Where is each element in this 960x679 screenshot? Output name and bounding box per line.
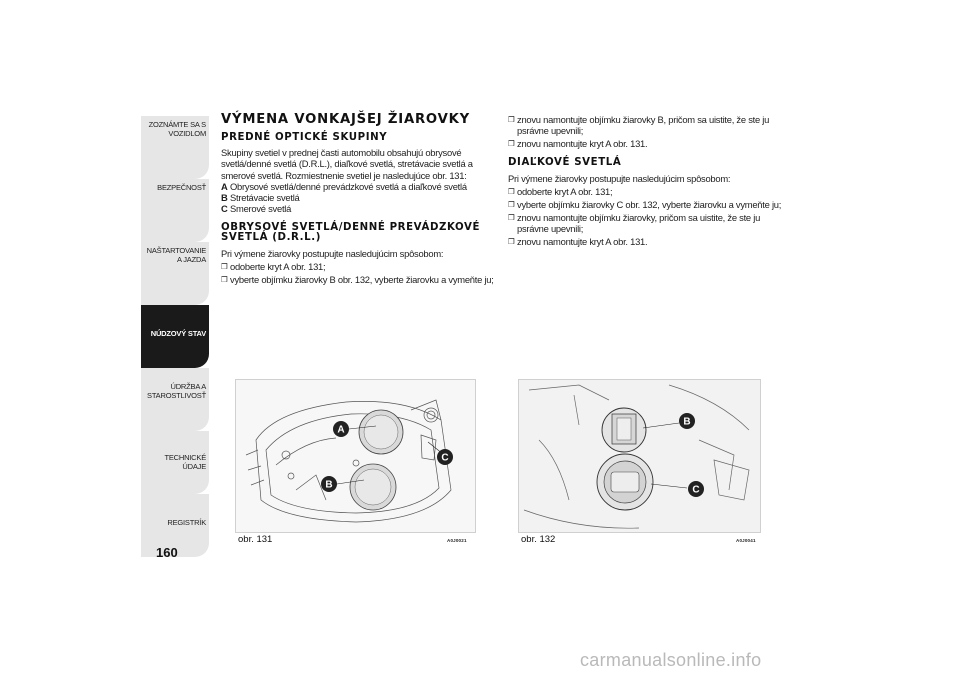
legend-text: Obrysové svetlá/denné prevádzkové svetlá a diaľkové svetlá bbox=[230, 180, 467, 192]
section-heading: PREDNÉ OPTICKÉ SKUPINY bbox=[221, 131, 388, 143]
bulb-holder-illustration bbox=[519, 380, 760, 532]
tab-label: BEZPEČNOSŤ bbox=[157, 183, 206, 192]
legend-letter: C bbox=[221, 203, 228, 215]
tab-bezpecnost[interactable] bbox=[141, 179, 209, 242]
watermark: carmanualsonline.info bbox=[580, 650, 762, 670]
paragraph: Pri výmene žiarovky postupujte nasledujúcim spôsobom: bbox=[221, 247, 444, 259]
list-item: ❒ znovu namontujte objímku žiarovky, pričom sa uistite, že ste ju psrávne upevnili; bbox=[508, 212, 784, 235]
paragraph: Skupiny svetiel v prednej časti automobilu obsahujú obrysové svetlá/denné svetlá (D.R.L.), diaľkové svetlá, stretávacie svetlá a smerové svetlá. Rozmiestnenie svetiel je nasledujúce obr. 131: bbox=[221, 147, 473, 181]
legend-item bbox=[221, 181, 497, 192]
tab-label: ZOZNÁMTE SA S VOZIDLOM bbox=[148, 120, 206, 138]
section-heading: DIAĽKOVÉ SVETLÁ bbox=[508, 157, 622, 169]
legend-letter: A bbox=[221, 180, 228, 192]
list-item: ❒ znovu namontujte objímku žiarovky B, pričom sa uistite, že ste ju psrávne upevnili; bbox=[508, 114, 784, 137]
legend-item bbox=[221, 203, 497, 214]
legend-item bbox=[221, 192, 497, 203]
tab-label: NÚDZOVÝ STAV bbox=[150, 329, 206, 338]
tab-label: NAŠTARTOVANIE A JAZDA bbox=[146, 246, 206, 264]
page-number: 160 bbox=[156, 545, 178, 560]
figure-caption: obr. 132 bbox=[521, 534, 556, 545]
legend-text: Stretávacie svetlá bbox=[230, 192, 300, 204]
list-item: ❒ vyberte objímku žiarovky B obr. 132, vyberte žiarovku a vymeňte ju; bbox=[221, 274, 497, 285]
list-item: ❒ odoberte kryt A obr. 131; bbox=[508, 186, 784, 197]
paragraph: Pri výmene žiarovky postupujte nasledujúcim spôsobom: bbox=[508, 172, 731, 184]
headlamp-illustration bbox=[236, 380, 475, 532]
figure-131-headlamp bbox=[235, 379, 476, 533]
callout-A: A bbox=[337, 424, 345, 436]
section-heading: OBRYSOVÉ SVETLÁ/DENNÉ PREVÁDZKOVÉ SVETLÁ (D.R.L.) bbox=[221, 221, 481, 244]
list-item: ❒ odoberte kryt A obr. 131; bbox=[221, 261, 497, 272]
list-item: ❒ vyberte objímku žiarovky C obr. 132, vyberte žiarovku a vymeňte ju; bbox=[508, 199, 784, 210]
figure-code: A0J0041 bbox=[736, 538, 756, 543]
tab-technicke-udaje[interactable] bbox=[141, 431, 209, 494]
callout-C: C bbox=[441, 452, 449, 464]
tab-udrzba[interactable] bbox=[141, 368, 209, 431]
list-item: ❒ znovu namontujte kryt A obr. 131. bbox=[508, 138, 784, 149]
tab-nastartovanie[interactable] bbox=[141, 242, 209, 305]
tab-label: ÚDRŽBA A STAROSTLIVOSŤ bbox=[147, 382, 206, 400]
tab-nudzovy-stav[interactable] bbox=[141, 305, 209, 368]
figure-132-bulb-holders bbox=[518, 379, 761, 533]
legend-letter: B bbox=[221, 192, 228, 204]
tab-zoznamte-sa[interactable] bbox=[141, 116, 209, 179]
legend-text: Smerové svetlá bbox=[230, 203, 292, 215]
tab-label: REGISTRÍK bbox=[167, 518, 206, 527]
tab-label: TECHNICKÉ ÚDAJE bbox=[164, 453, 206, 471]
callout-B: B bbox=[683, 416, 691, 428]
figure-caption: obr. 131 bbox=[238, 534, 273, 545]
text-column-right bbox=[508, 114, 784, 249]
callout-B: B bbox=[325, 479, 333, 491]
list-item: ❒ znovu namontujte kryt A obr. 131. bbox=[508, 236, 784, 247]
figure-code: A0J0021 bbox=[447, 538, 467, 543]
text-column-left bbox=[221, 114, 497, 287]
callout-C: C bbox=[692, 484, 700, 496]
page-title: VÝMENA VONKAJŠEJ ŽIAROVKY bbox=[221, 112, 470, 127]
